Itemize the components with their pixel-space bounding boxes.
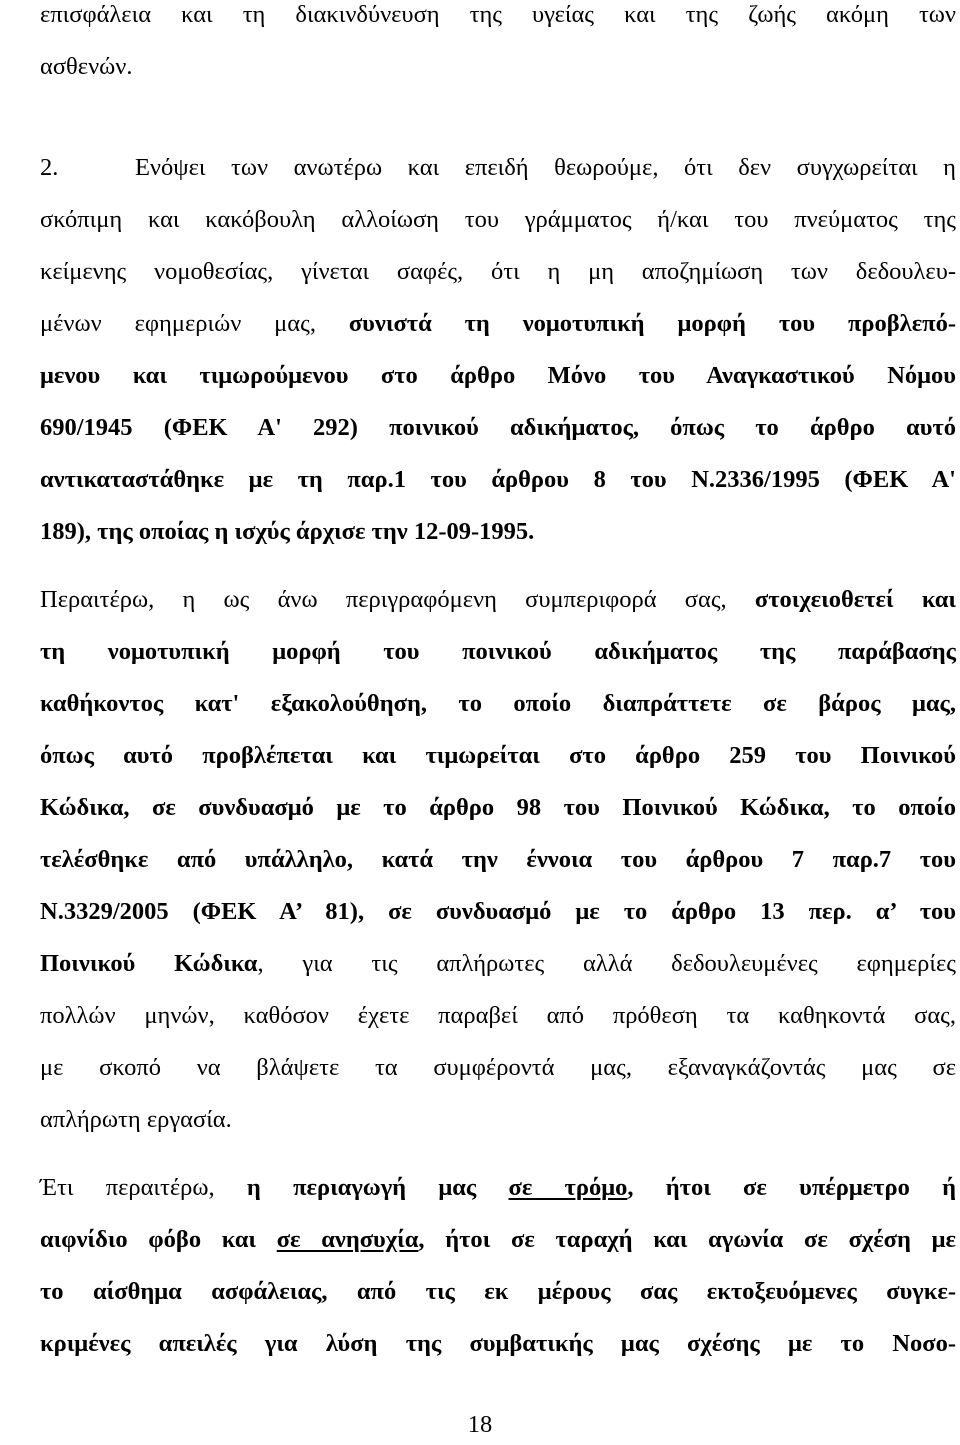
intro-text-2: ασθενών. bbox=[40, 53, 133, 80]
para2-line-11 bbox=[40, 1100, 956, 1140]
point2-line-6 bbox=[40, 408, 956, 448]
point2-line-3 bbox=[40, 252, 956, 292]
para2-text-3: καθήκοντος κατ' εξακολούθηση, το οποίο διαπράττετε σε βάρος μας, bbox=[40, 690, 956, 717]
para2-line-9 bbox=[40, 996, 956, 1036]
para2-line-6 bbox=[40, 840, 956, 880]
intro-line-1 bbox=[40, 0, 956, 35]
point2-text-6: 690/1945 (ΦΕΚ Α' 292) ποινικού αδικήματος, όπως το άρθρο αυτό bbox=[40, 414, 956, 441]
point2-text-7: αντικαταστάθηκε με τη παρ.1 του άρθρου 8 του Ν.2336/1995 (ΦΕΚ Α' bbox=[40, 466, 956, 493]
para2-text-2: τη νομοτυπική μορφή του ποινικού αδικήματος της παράβασης bbox=[40, 638, 956, 665]
para2-text-9: πολλών μηνών, καθόσον έχετε παραβεί από πρόθεση τα καθηκοντά σας, bbox=[40, 1002, 956, 1029]
para2-text-1a: Περαιτέρω, η ως άνω περιγραφόμενη συμπεριφορά σας, bbox=[40, 586, 727, 613]
para3-text-1a: Έτι περαιτέρω, bbox=[40, 1174, 215, 1201]
para3-line-2 bbox=[40, 1220, 956, 1260]
point2-line-1 bbox=[40, 148, 956, 188]
para3-text-1c: σε τρόμο bbox=[508, 1174, 628, 1201]
para3-text-1b: η περιαγωγή μας bbox=[246, 1174, 477, 1201]
para2-text-1b: στοιχειοθετεί και bbox=[754, 586, 956, 613]
point2-text-3: κείμενης νομοθεσίας, γίνεται σαφές, ότι η μη αποζημίωση των δεδουλευ- bbox=[40, 258, 956, 285]
para2-text-8a: Ποινικού Κώδικα bbox=[40, 950, 258, 977]
point2-text-8: 189), της οποίας η ισχύς άρχισε την 12-09-1995. bbox=[40, 518, 535, 545]
para2-line-4 bbox=[40, 736, 956, 776]
para2-line-5 bbox=[40, 788, 956, 828]
para2-text-10: με σκοπό να βλάψετε τα συμφέροντά μας, εξαναγκάζοντάς μας σε bbox=[40, 1054, 956, 1081]
point2-text-4b: συνιστά τη νομοτυπική μορφή του προβλεπό- bbox=[348, 310, 956, 337]
para2-text-6: τελέσθηκε από υπάλληλο, κατά την έννοια του άρθρου 7 παρ.7 του bbox=[40, 846, 956, 873]
para3-text-2b: σε ανησυχία bbox=[276, 1226, 419, 1253]
para2-line-10 bbox=[40, 1048, 956, 1088]
point2-line-5 bbox=[40, 356, 956, 396]
point2-line-8 bbox=[40, 512, 956, 552]
para3-line-1 bbox=[40, 1168, 956, 1208]
para3-text-2c: , ήτοι σε ταραχή και αγωνία σε σχέση με bbox=[418, 1226, 956, 1253]
point2-line-7 bbox=[40, 460, 956, 500]
para3-line-3 bbox=[40, 1272, 956, 1312]
point2-line-4 bbox=[40, 304, 956, 344]
para2-line-7 bbox=[40, 892, 956, 932]
para2-text-7: Ν.3329/2005 (ΦΕΚ Α’ 81), σε συνδυασμό με το άρθρο 13 περ. α’ του bbox=[40, 898, 956, 925]
para3-text-1d: , ήτοι σε υπέρμετρο ή bbox=[627, 1174, 957, 1201]
point2-line-1-text: Ενόψει των ανωτέρω και επειδή θεωρούμε, ότι δεν συγχωρείται η bbox=[134, 154, 956, 181]
para2-line-1 bbox=[40, 580, 956, 620]
para2-text-5: Κώδικα, σε συνδυασμό με το άρθρο 98 του Ποινικού Κώδικα, το οποίο bbox=[40, 794, 956, 821]
para3-text-3: το αίσθημα ασφάλειας, από τις εκ μέρους σας εκτοξευόμενες συγκε- bbox=[40, 1278, 956, 1305]
point2-text-2: σκόπιμη και κακόβουλη αλλοίωση του γράμματος ή/και του πνεύματος της bbox=[40, 206, 956, 233]
intro-line-2 bbox=[40, 47, 956, 87]
para3-line-4 bbox=[40, 1324, 956, 1364]
intro-text-1: επισφάλεια και τη διακινδύνευση της υγείας και της ζωής ακόμη των bbox=[40, 1, 956, 28]
para2-text-4: όπως αυτό προβλέπεται και τιμωρείται στο άρθρο 259 του Ποινικού bbox=[40, 742, 956, 769]
point2-number: 2. bbox=[40, 154, 59, 181]
para2-text-8b: , για τις απλήρωτες αλλά δεδουλευμένες εφημερίες bbox=[257, 950, 956, 977]
para2-line-8 bbox=[40, 944, 956, 984]
para3-text-4: κριμένες απειλές για λύση της συμβατικής μας σχέσης με το Νοσο- bbox=[40, 1330, 956, 1357]
para2-line-3 bbox=[40, 684, 956, 724]
point2-text-4a: μένων εφημεριών μας, bbox=[40, 310, 316, 337]
para2-text-11: απλήρωτη εργασία. bbox=[40, 1106, 232, 1133]
point2-text-5: μενου και τιμωρούμενου στο άρθρο Μόνο του Αναγκαστικού Νόμου bbox=[40, 362, 956, 389]
page-number: 18 bbox=[467, 1411, 493, 1438]
para2-line-2 bbox=[40, 632, 956, 672]
point2-line-2 bbox=[40, 200, 956, 240]
para3-text-2a: αιφνίδιο φόβο και bbox=[40, 1226, 256, 1253]
